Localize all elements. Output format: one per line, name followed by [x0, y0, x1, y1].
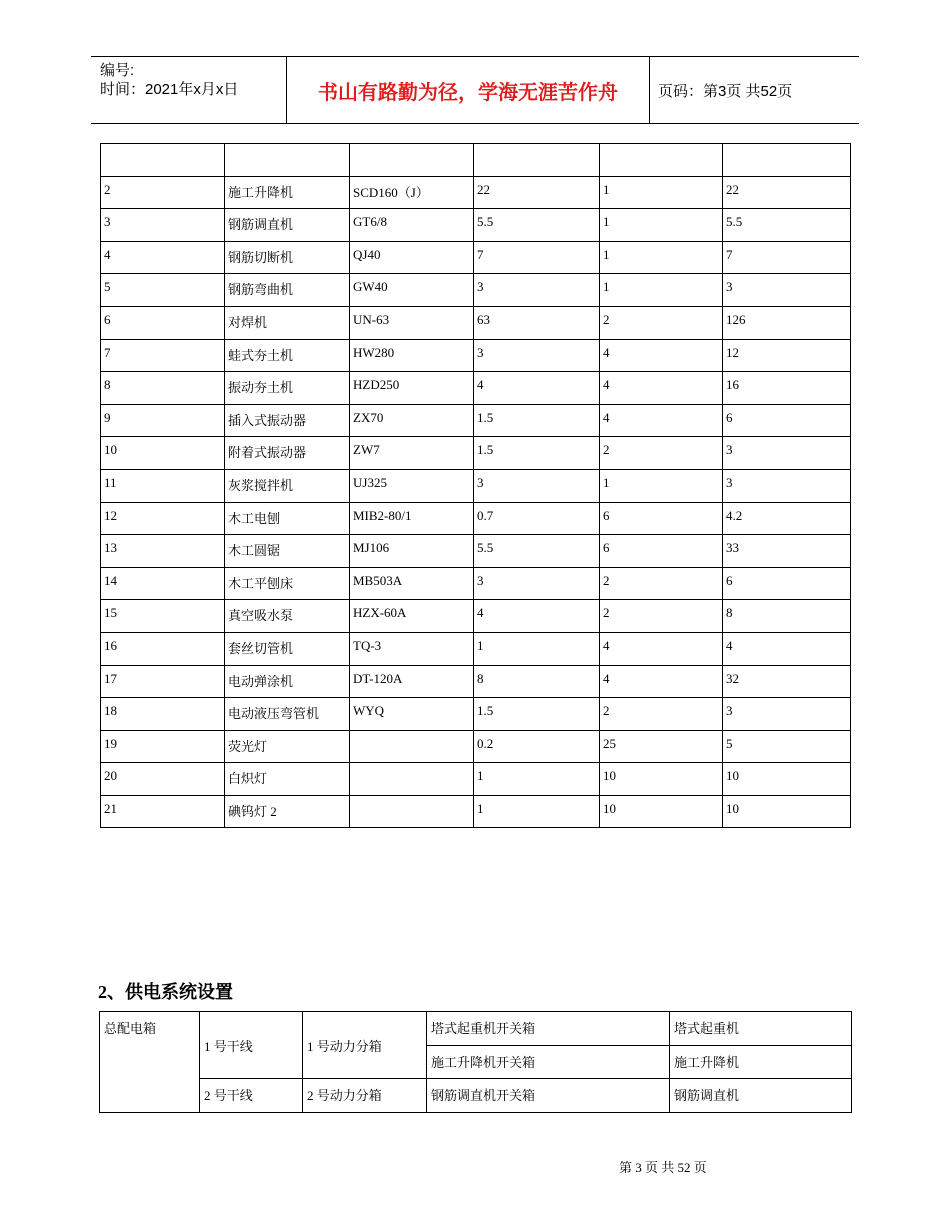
table-cell: 5.5: [474, 209, 600, 242]
table-cell: 6: [600, 535, 723, 568]
table-cell: 10: [101, 437, 225, 470]
table-cell: 1: [600, 469, 723, 502]
table-row: [101, 404, 851, 437]
table-cell: 21: [101, 795, 225, 828]
table-cell: 2: [600, 437, 723, 470]
table-cell: [101, 144, 225, 177]
table-cell: 4: [600, 404, 723, 437]
table-cell: 6: [723, 404, 851, 437]
table-cell: 33: [723, 535, 851, 568]
table-cell: 白炽灯: [225, 763, 350, 796]
table-cell: 2: [600, 567, 723, 600]
table-cell: 4: [600, 632, 723, 665]
table-cell: 2: [600, 698, 723, 731]
table-cell: 10: [723, 763, 851, 796]
table-cell: HZD250: [350, 372, 474, 405]
table-cell: 10: [600, 763, 723, 796]
table-row: [101, 372, 851, 405]
equipment-table: [100, 143, 851, 828]
header-page-label: 页码：第3页 共52页: [658, 82, 793, 100]
table-cell: 25: [600, 730, 723, 763]
table-row: [101, 763, 851, 796]
table-cell: 10: [600, 795, 723, 828]
power-supply-table: [99, 1011, 852, 1113]
table-cell: 4: [600, 665, 723, 698]
machine-cell: 施工升降机: [670, 1045, 852, 1079]
table-row: [101, 535, 851, 568]
table-row: [101, 795, 851, 828]
table-cell: 14: [101, 567, 225, 600]
table-cell: 3: [723, 437, 851, 470]
table-cell: 7: [474, 241, 600, 274]
table-cell: 6: [723, 567, 851, 600]
table-cell: 4: [474, 600, 600, 633]
table-cell: 1: [600, 241, 723, 274]
table-row: [101, 567, 851, 600]
table-cell: 3: [723, 274, 851, 307]
table-row: [101, 698, 851, 731]
trunk-line-1-cell: 1 号干线: [200, 1012, 303, 1079]
table-cell: [723, 144, 851, 177]
table-row: [101, 176, 851, 209]
table-row: [101, 241, 851, 274]
table-cell: ZX70: [350, 404, 474, 437]
table-cell: HZX-60A: [350, 600, 474, 633]
table-cell: [350, 763, 474, 796]
table-cell: 6: [600, 502, 723, 535]
table-cell: 4: [723, 632, 851, 665]
switch-box-cell: 钢筋调直机开关箱: [427, 1079, 670, 1113]
table-cell: 钢筋切断机: [225, 241, 350, 274]
table-cell: QJ40: [350, 241, 474, 274]
table-cell: 17: [101, 665, 225, 698]
trunk-line-2-cell: 2 号干线: [200, 1079, 303, 1113]
header-motto: 书山有路勤为径，学海无涯苦作舟: [287, 57, 650, 123]
table-cell: 16: [723, 372, 851, 405]
branch-box-1-cell: 1 号动力分箱: [303, 1012, 427, 1079]
table-cell: 7: [723, 241, 851, 274]
table-cell: 5: [723, 730, 851, 763]
table-cell: 套丝切管机: [225, 632, 350, 665]
machine-cell: 钢筋调直机: [670, 1079, 852, 1113]
table-cell: SCD160（J）: [350, 176, 474, 209]
table-cell: 木工圆锯: [225, 535, 350, 568]
table-cell: 2: [600, 306, 723, 339]
table-cell: 4: [474, 372, 600, 405]
table-cell: 3: [723, 698, 851, 731]
table-cell: 4.2: [723, 502, 851, 535]
table-cell: 电动弹涂机: [225, 665, 350, 698]
table-row: [101, 274, 851, 307]
switch-box-cell: 塔式起重机开关箱: [427, 1012, 670, 1046]
table-cell: DT-120A: [350, 665, 474, 698]
table-cell: GW40: [350, 274, 474, 307]
table-row: [101, 209, 851, 242]
table-cell: 木工平刨床: [225, 567, 350, 600]
table-cell: 施工升降机: [225, 176, 350, 209]
document-number-label: 编号:: [100, 62, 135, 79]
table-row: [101, 437, 851, 470]
table-cell: [600, 144, 723, 177]
table-row: [101, 665, 851, 698]
table-cell: UJ325: [350, 469, 474, 502]
switch-box-cell: 施工升降机开关箱: [427, 1045, 670, 1079]
table-cell: 11: [101, 469, 225, 502]
table-cell: 0.2: [474, 730, 600, 763]
table-cell: 真空吸水泵: [225, 600, 350, 633]
table-row: [101, 600, 851, 633]
table-cell: 1: [474, 632, 600, 665]
table-cell: 荧光灯: [225, 730, 350, 763]
table-cell: ZW7: [350, 437, 474, 470]
table-cell: HW280: [350, 339, 474, 372]
table-cell: 0.7: [474, 502, 600, 535]
table-cell: 16: [101, 632, 225, 665]
table-row: [101, 502, 851, 535]
page-header: [91, 56, 859, 124]
table-cell: [225, 144, 350, 177]
table-cell: 钢筋调直机: [225, 209, 350, 242]
table-cell: 电动液压弯管机: [225, 698, 350, 731]
table-row: [101, 730, 851, 763]
table-cell: 3: [723, 469, 851, 502]
table-cell: 22: [474, 176, 600, 209]
table-cell: [350, 795, 474, 828]
table-cell: 蛙式夯土机: [225, 339, 350, 372]
table-cell: 22: [723, 176, 851, 209]
table-cell: 3: [101, 209, 225, 242]
table-cell: 18: [101, 698, 225, 731]
table-cell: 15: [101, 600, 225, 633]
table-cell: WYQ: [350, 698, 474, 731]
table-cell: 19: [101, 730, 225, 763]
table-cell: MIB2-80/1: [350, 502, 474, 535]
table-cell: 1.5: [474, 404, 600, 437]
table-cell: GT6/8: [350, 209, 474, 242]
table-cell: 5: [101, 274, 225, 307]
main-distribution-box-cell: 总配电箱: [100, 1012, 200, 1113]
table-cell: 10: [723, 795, 851, 828]
table-cell: 1.5: [474, 698, 600, 731]
table-cell: 8: [474, 665, 600, 698]
table-cell: 63: [474, 306, 600, 339]
table-cell: 2: [101, 176, 225, 209]
table-cell: 对焊机: [225, 306, 350, 339]
table-cell: 灰浆搅拌机: [225, 469, 350, 502]
table-cell: 振动夯土机: [225, 372, 350, 405]
table-cell: 5.5: [474, 535, 600, 568]
table-row: [101, 469, 851, 502]
table-cell: 3: [474, 274, 600, 307]
table-cell: 4: [600, 372, 723, 405]
table-cell: 20: [101, 763, 225, 796]
equipment-table-body: [101, 144, 851, 828]
table-row: [101, 632, 851, 665]
table-cell: 8: [723, 600, 851, 633]
table-cell: 7: [101, 339, 225, 372]
table-row: [101, 144, 851, 177]
table-cell: 1: [600, 209, 723, 242]
table-cell: 1: [600, 176, 723, 209]
table-cell: 钢筋弯曲机: [225, 274, 350, 307]
table-cell: MB503A: [350, 567, 474, 600]
table-cell: [350, 144, 474, 177]
table-cell: 1: [474, 763, 600, 796]
table-cell: 12: [101, 502, 225, 535]
section-title: 2、供电系统设置: [98, 982, 233, 1002]
table-cell: 9: [101, 404, 225, 437]
table-cell: 3: [474, 567, 600, 600]
table-cell: 4: [600, 339, 723, 372]
table-row: [101, 339, 851, 372]
table-cell: 5.5: [723, 209, 851, 242]
table-cell: 插入式振动器: [225, 404, 350, 437]
table-cell: 1: [600, 274, 723, 307]
table-cell: 碘钨灯 2: [225, 795, 350, 828]
machine-cell: 塔式起重机: [670, 1012, 852, 1046]
page-footer: 第 3 页 共 52 页: [619, 1160, 707, 1175]
table-cell: 32: [723, 665, 851, 698]
table-cell: 13: [101, 535, 225, 568]
document-time-label: 时间：2021年x月x日: [100, 81, 239, 98]
table-cell: [474, 144, 600, 177]
table-cell: TQ-3: [350, 632, 474, 665]
branch-box-2-cell: 2 号动力分箱: [303, 1079, 427, 1113]
table-cell: 6: [101, 306, 225, 339]
table-cell: 4: [101, 241, 225, 274]
table-cell: 8: [101, 372, 225, 405]
table-cell: 附着式振动器: [225, 437, 350, 470]
table-cell: 12: [723, 339, 851, 372]
table-cell: 3: [474, 339, 600, 372]
table-row: [101, 306, 851, 339]
table-cell: 木工电刨: [225, 502, 350, 535]
table-cell: 1: [474, 795, 600, 828]
table-cell: UN-63: [350, 306, 474, 339]
table-cell: 2: [600, 600, 723, 633]
table-cell: 3: [474, 469, 600, 502]
table-cell: [350, 730, 474, 763]
header-meta: [91, 57, 287, 123]
table-cell: 1.5: [474, 437, 600, 470]
table-cell: MJ106: [350, 535, 474, 568]
table-cell: 126: [723, 306, 851, 339]
